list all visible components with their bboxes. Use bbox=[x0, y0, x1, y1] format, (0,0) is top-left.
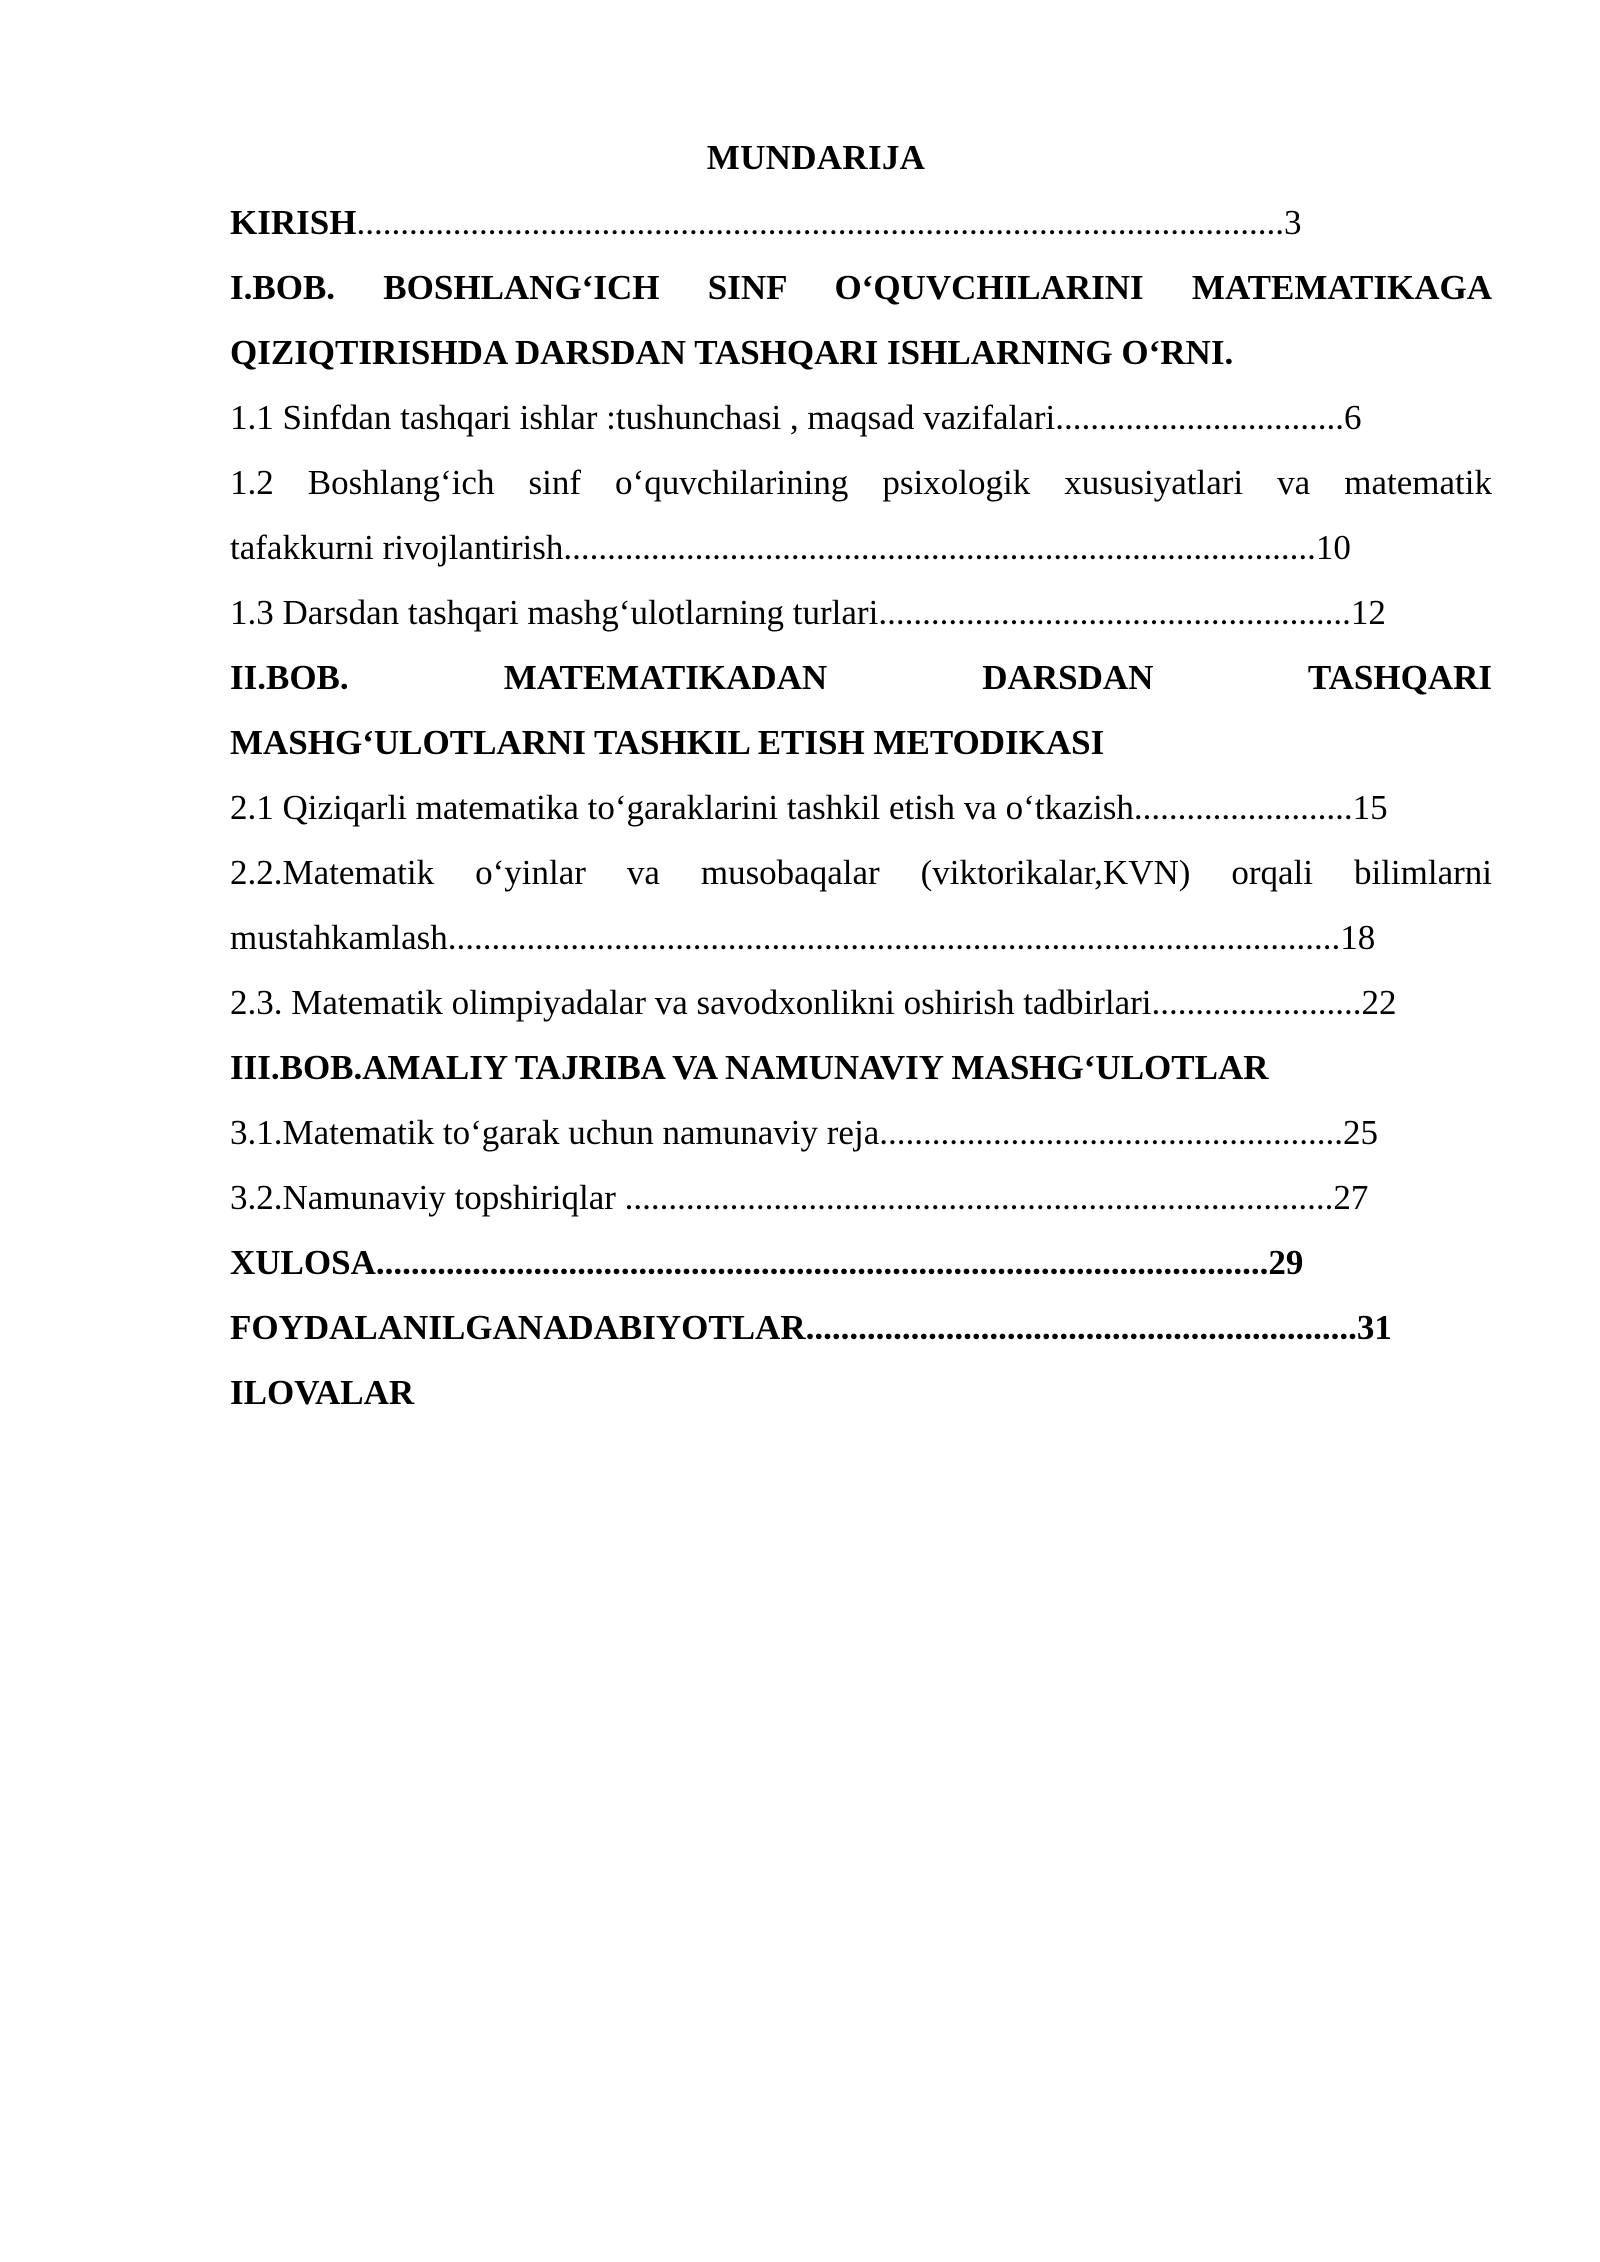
toc-entry-2-1 bbox=[230, 775, 1492, 840]
toc-chapter-label: III.BOB.AMALIY TAJRIBA VA NAMUNAVIY MASHG‘ULOTLAR bbox=[230, 1048, 1269, 1087]
toc-chapter-1-line1 bbox=[230, 255, 1492, 320]
toc-chapter-label: QIZIQTIRISHDA DARSDAN TASHQARI ISHLARNING O‘RNI. bbox=[230, 333, 1234, 372]
toc-entry-label: ILOVALAR bbox=[230, 1373, 415, 1412]
toc-chapter-label: MASHG‘ULOTLARNI TASHKIL ETISH METODIKASI bbox=[230, 723, 1105, 762]
toc-chapter-label: II.BOB. MATEMATIKADAN DARSDAN TASHQARI bbox=[230, 658, 1492, 697]
toc-entry-label: tafakkurni rivojlantirish bbox=[230, 528, 564, 567]
toc-entry-2-3 bbox=[230, 970, 1492, 1035]
table-of-contents bbox=[230, 125, 1492, 1425]
toc-entry-1-1 bbox=[230, 385, 1492, 450]
toc-entry-1-2-line1 bbox=[230, 450, 1492, 515]
toc-leader-dots: ........................ bbox=[1151, 983, 1362, 1022]
toc-leader-dots: ...................................................................................... bbox=[563, 528, 1316, 567]
toc-leader-dots: ...................................................................................................... bbox=[375, 1243, 1269, 1282]
toc-chapter-3 bbox=[230, 1035, 1492, 1100]
toc-page-number: 3 bbox=[1283, 203, 1302, 242]
toc-leader-dots: ..................................................... bbox=[879, 1113, 1343, 1152]
toc-leader-dots: ...................................................... bbox=[878, 593, 1351, 632]
toc-leader-dots: ................................................................................. bbox=[624, 1178, 1334, 1217]
toc-entry-2-2-line2 bbox=[230, 905, 1492, 970]
toc-page-number: 29 bbox=[1268, 1243, 1304, 1282]
toc-entry-3-1 bbox=[230, 1100, 1492, 1165]
toc-entry-label: KIRISH bbox=[230, 203, 357, 242]
toc-entry-label: XULOSA bbox=[230, 1243, 376, 1282]
toc-entry-label: 2.1 Qiziqarli matematika to‘garaklarini tashkil etish va o‘tkazish bbox=[230, 788, 1134, 827]
toc-entry-1-2-line2 bbox=[230, 515, 1492, 580]
page-title: MUNDARIJA bbox=[706, 138, 926, 177]
toc-entry-label: 1.1 Sinfdan tashqari ishlar :tushunchasi , maqsad vazifalari bbox=[230, 398, 1056, 437]
toc-entry-label: 3.1.Matematik to‘garak uchun namunaviy reja bbox=[230, 1113, 880, 1152]
toc-entry-label: mustahkamlash bbox=[230, 918, 448, 957]
toc-entry-label: 2.3. Matematik olimpiyadalar va savodxonlikni oshirish tadbirlari bbox=[230, 983, 1152, 1022]
toc-page-number: 15 bbox=[1352, 788, 1388, 827]
toc-entry-kirish bbox=[230, 190, 1492, 255]
toc-page-number: 27 bbox=[1333, 1178, 1369, 1217]
toc-entry-adabiyotlar bbox=[230, 1295, 1492, 1360]
toc-entry-label: 1.3 Darsdan tashqari mashg‘ulotlarning turlari bbox=[230, 593, 879, 632]
toc-leader-dots: ...................................................................................................... bbox=[447, 918, 1341, 957]
toc-entry-3-2 bbox=[230, 1165, 1492, 1230]
toc-leader-dots: ................................. bbox=[1055, 398, 1344, 437]
toc-entry-label: 2.2.Matematik o‘yinlar va musobaqalar (viktorikalar,KVN) orqali bilimlarni bbox=[230, 853, 1492, 892]
toc-page-number: 10 bbox=[1315, 528, 1351, 567]
toc-chapter-2-line2 bbox=[230, 710, 1492, 775]
toc-entry-label: 3.2.Namunaviy topshiriqlar bbox=[230, 1178, 625, 1217]
toc-chapter-2-line1 bbox=[230, 645, 1492, 710]
toc-page-number: 6 bbox=[1343, 398, 1362, 437]
toc-entry-2-2-line1 bbox=[230, 840, 1492, 905]
toc-leader-dots: ......................... bbox=[1133, 788, 1353, 827]
toc-page-number: 25 bbox=[1342, 1113, 1378, 1152]
toc-entry-ilovalar bbox=[230, 1360, 1492, 1425]
toc-chapter-1-line2 bbox=[230, 320, 1492, 385]
toc-page-number: 22 bbox=[1361, 983, 1397, 1022]
toc-page-number: 12 bbox=[1350, 593, 1386, 632]
toc-entry-label: 1.2 Boshlang‘ich sinf o‘quvchilarining psixologik xususiyatlari va matematik bbox=[230, 463, 1492, 502]
toc-leader-dots: .......................................................................................................... bbox=[356, 203, 1284, 242]
toc-entry-label: FOYDALANILGANADABIYOTLAR bbox=[230, 1308, 806, 1347]
toc-entry-1-3 bbox=[230, 580, 1492, 645]
toc-page-number: 18 bbox=[1340, 918, 1376, 957]
toc-page-number: 31 bbox=[1356, 1308, 1392, 1347]
toc-entry-xulosa bbox=[230, 1230, 1492, 1295]
toc-chapter-label: I.BOB. BOSHLANG‘ICH SINF O‘QUVCHILARINI MATEMATIKAGA bbox=[230, 268, 1492, 307]
toc-leader-dots: ............................................................... bbox=[805, 1308, 1357, 1347]
